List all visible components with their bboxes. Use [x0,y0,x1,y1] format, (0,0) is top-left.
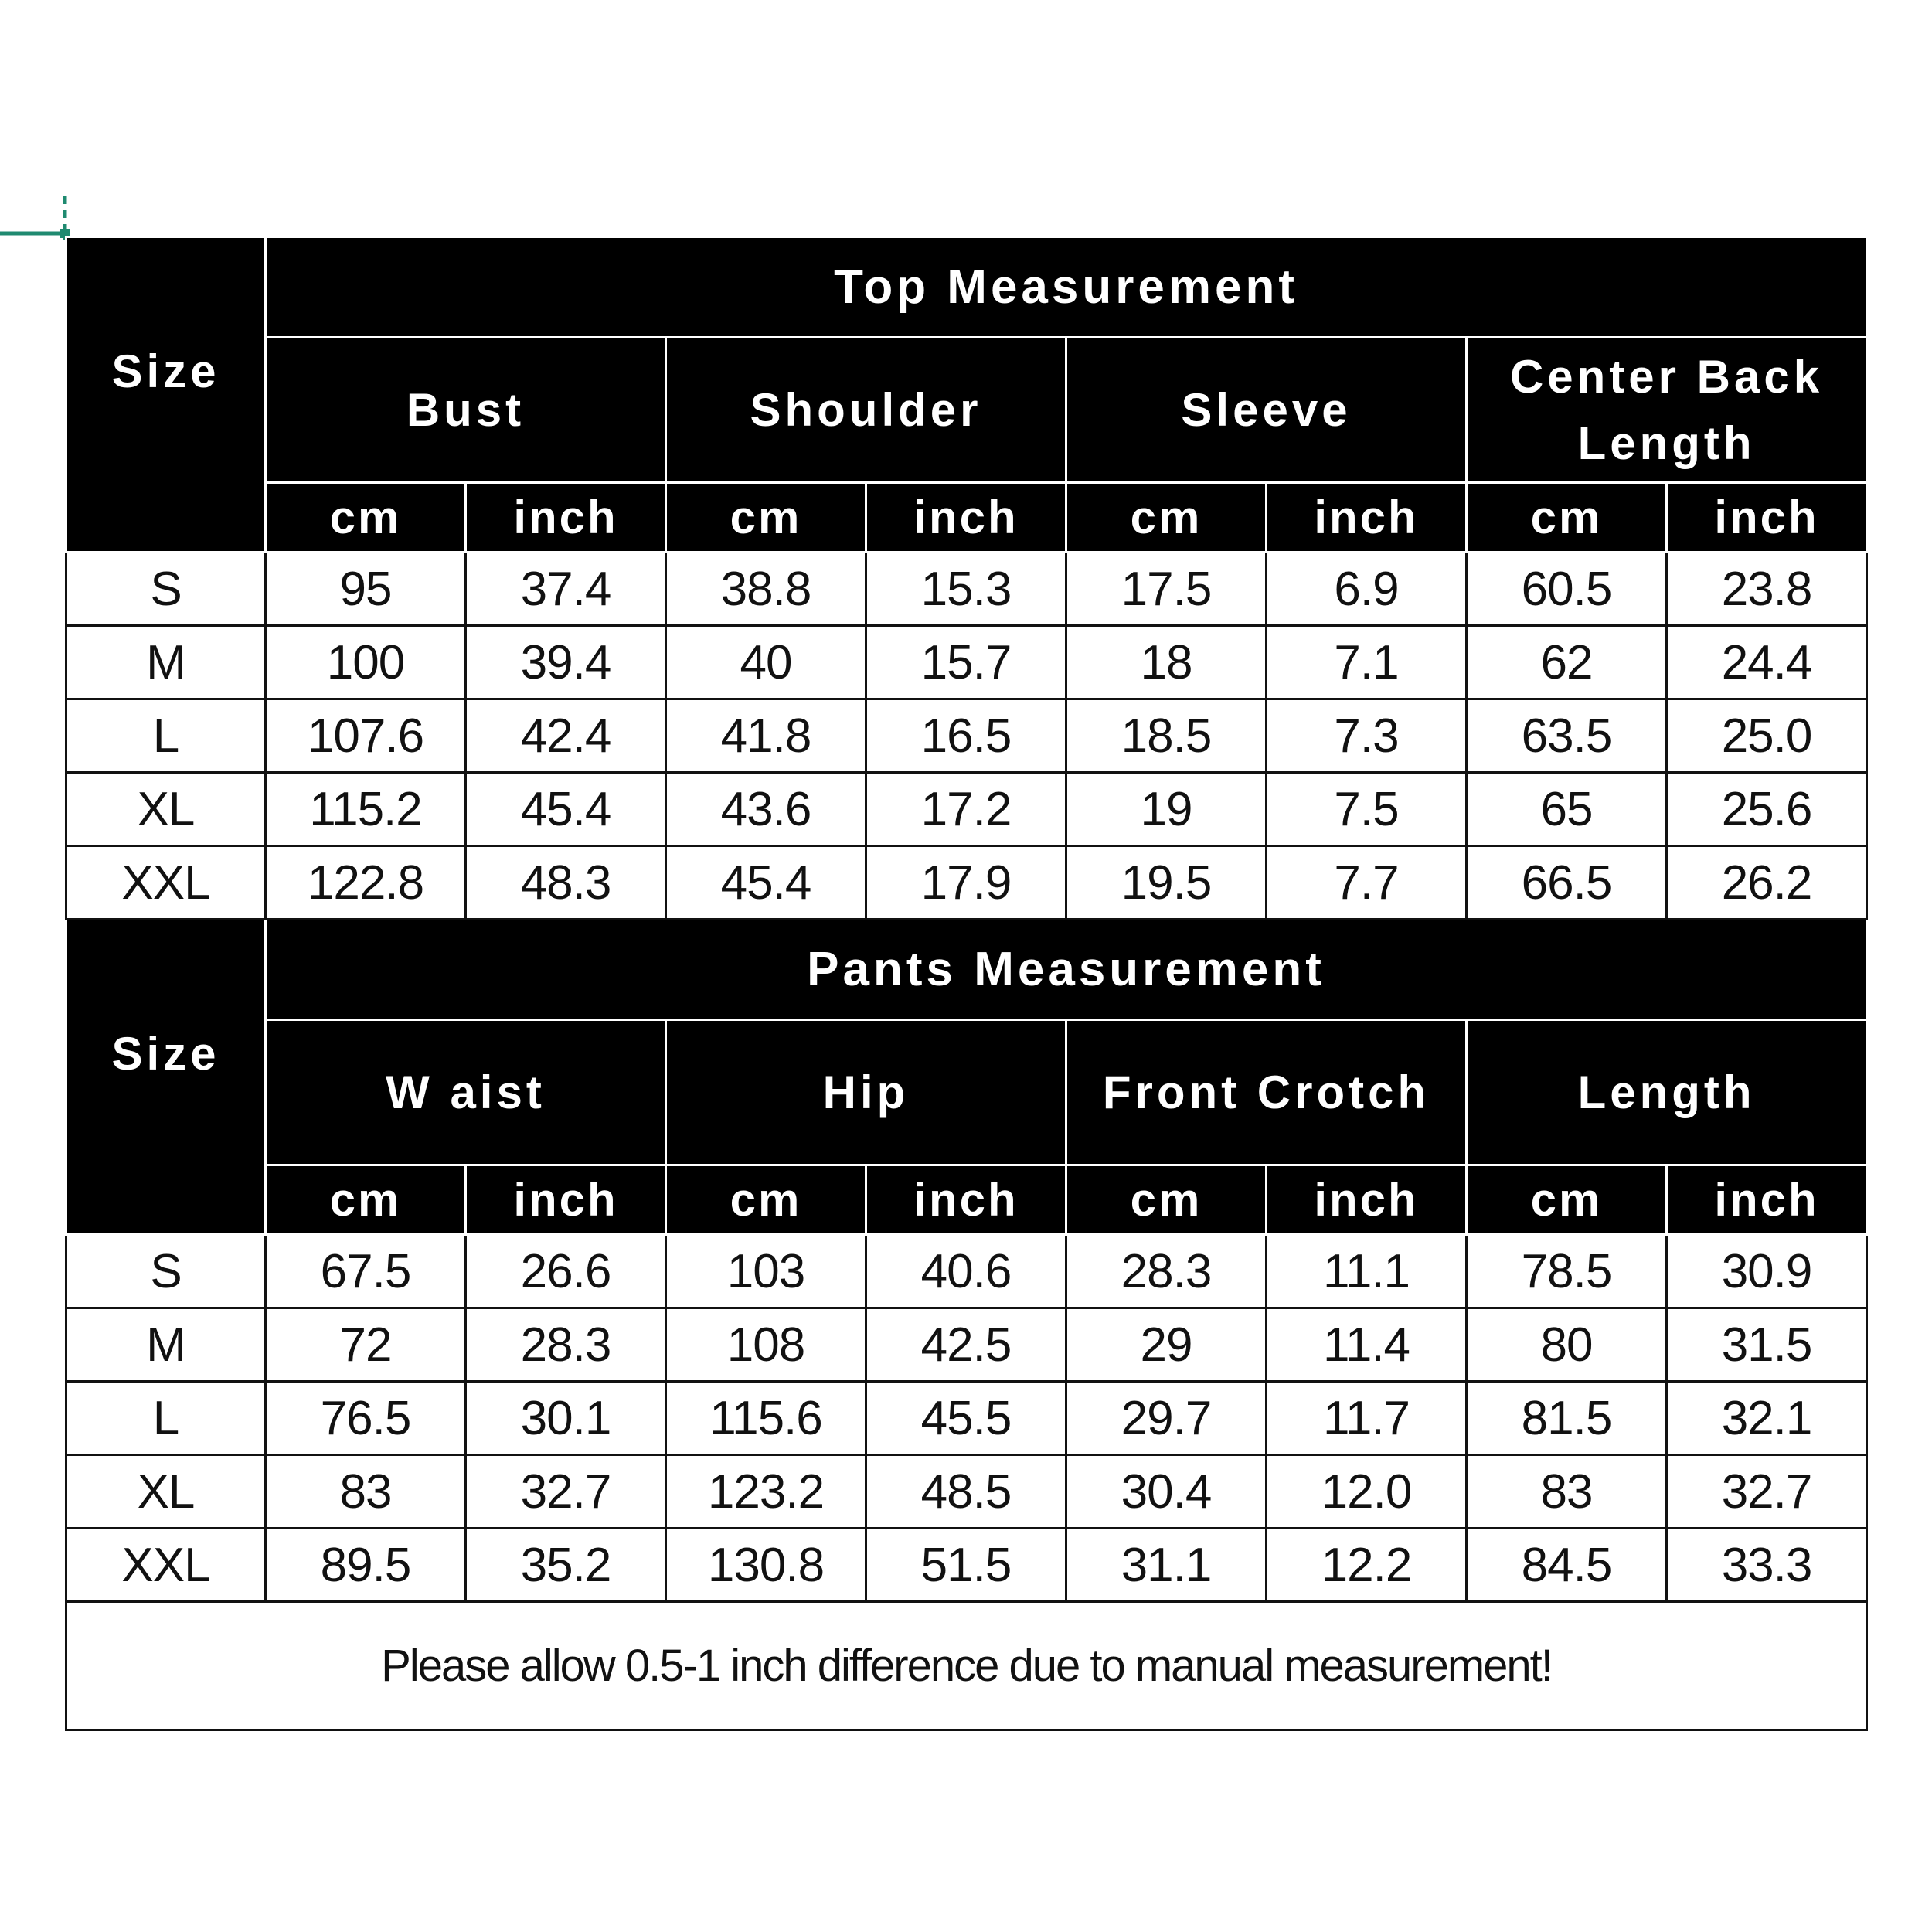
size-cell: M [66,1308,266,1382]
value-cell: 67.5 [266,1235,466,1308]
value-cell: 12.2 [1267,1529,1467,1602]
top-table-row [66,553,1867,626]
top-group-header: Sleeve [1066,338,1467,483]
top-table-row [66,846,1867,920]
value-cell: 26.2 [1667,846,1867,920]
value-cell: 51.5 [866,1529,1066,1602]
value-cell: 65 [1467,773,1667,846]
pants-unit-header: inch [1667,1165,1867,1235]
top-size-header: Size [66,237,266,553]
value-cell: 103 [666,1235,866,1308]
pants-table-row [66,1382,1867,1455]
value-cell: 17.5 [1066,553,1267,626]
value-cell: 7.5 [1267,773,1467,846]
value-cell: 30.4 [1066,1455,1267,1529]
pants-unit-header: cm [266,1165,466,1235]
value-cell: 115.6 [666,1382,866,1455]
value-cell: 28.3 [466,1308,666,1382]
value-cell: 31.5 [1667,1308,1867,1382]
value-cell: 17.2 [866,773,1066,846]
pants-unit-header: inch [466,1165,666,1235]
value-cell: 40.6 [866,1235,1066,1308]
size-cell: L [66,1382,266,1455]
pants-unit-header: cm [666,1165,866,1235]
value-cell: 45.4 [666,846,866,920]
value-cell: 30.1 [466,1382,666,1455]
value-cell: 83 [266,1455,466,1529]
top-unit-header: inch [866,483,1066,553]
value-cell: 16.5 [866,699,1066,773]
value-cell: 63.5 [1467,699,1667,773]
value-cell: 80 [1467,1308,1667,1382]
value-cell: 15.3 [866,553,1066,626]
value-cell: 42.4 [466,699,666,773]
size-cell: XL [66,773,266,846]
top-table-row [66,626,1867,699]
value-cell: 30.9 [1667,1235,1867,1308]
value-cell: 78.5 [1467,1235,1667,1308]
pants-size-header: Size [66,920,266,1235]
value-cell: 60.5 [1467,553,1667,626]
top-unit-header: cm [666,483,866,553]
value-cell: 130.8 [666,1529,866,1602]
value-cell: 48.5 [866,1455,1066,1529]
value-cell: 43.6 [666,773,866,846]
value-cell: 39.4 [466,626,666,699]
pants-group-header: Length [1467,1020,1867,1165]
top-unit-header: inch [1667,483,1867,553]
top-unit-header: inch [1267,483,1467,553]
top-group-header: Bust [266,338,666,483]
pants-unit-header: cm [1066,1165,1267,1235]
size-cell: M [66,626,266,699]
value-cell: 11.1 [1267,1235,1467,1308]
value-cell: 28.3 [1066,1235,1267,1308]
size-chart [65,236,1868,1731]
value-cell: 84.5 [1467,1529,1667,1602]
value-cell: 108 [666,1308,866,1382]
value-cell: 18 [1066,626,1267,699]
value-cell: 7.7 [1267,846,1467,920]
top-table-row [66,773,1867,846]
size-cell: XL [66,1455,266,1529]
pants-table-row [66,1529,1867,1602]
value-cell: 42.5 [866,1308,1066,1382]
top-unit-header: cm [1066,483,1267,553]
value-cell: 32.7 [1667,1455,1867,1529]
value-cell: 72 [266,1308,466,1382]
value-cell: 35.2 [466,1529,666,1602]
top-unit-header: inch [466,483,666,553]
top-unit-header: cm [266,483,466,553]
value-cell: 76.5 [266,1382,466,1455]
value-cell: 62 [1467,626,1667,699]
value-cell: 25.6 [1667,773,1867,846]
cell-cursor-icon [0,193,70,247]
value-cell: 115.2 [266,773,466,846]
value-cell: 66.5 [1467,846,1667,920]
size-cell: L [66,699,266,773]
pants-unit-header: inch [1267,1165,1467,1235]
pants-group-header: Hip [666,1020,1066,1165]
value-cell: 25.0 [1667,699,1867,773]
value-cell: 100 [266,626,466,699]
value-cell: 107.6 [266,699,466,773]
value-cell: 12.0 [1267,1455,1467,1529]
value-cell: 7.3 [1267,699,1467,773]
value-cell: 48.3 [466,846,666,920]
value-cell: 122.8 [266,846,466,920]
size-cell: S [66,1235,266,1308]
value-cell: 83 [1467,1455,1667,1529]
pants-measurement-title: Pants Measurement [266,920,1867,1020]
top-unit-header: cm [1467,483,1667,553]
top-group-header: Shoulder [666,338,1066,483]
value-cell: 29 [1066,1308,1267,1382]
value-cell: 11.4 [1267,1308,1467,1382]
value-cell: 123.2 [666,1455,866,1529]
pants-unit-header: cm [1467,1165,1667,1235]
pants-unit-header: inch [866,1165,1066,1235]
value-cell: 40 [666,626,866,699]
pants-table-row [66,1455,1867,1529]
value-cell: 89.5 [266,1529,466,1602]
size-cell: S [66,553,266,626]
pants-group-header: W aist [266,1020,666,1165]
value-cell: 37.4 [466,553,666,626]
pants-table-row [66,1308,1867,1382]
value-cell: 19.5 [1066,846,1267,920]
value-cell: 32.7 [466,1455,666,1529]
value-cell: 95 [266,553,466,626]
size-cell: XXL [66,846,266,920]
value-cell: 24.4 [1667,626,1867,699]
value-cell: 32.1 [1667,1382,1867,1455]
value-cell: 23.8 [1667,553,1867,626]
value-cell: 18.5 [1066,699,1267,773]
value-cell: 41.8 [666,699,866,773]
value-cell: 19 [1066,773,1267,846]
value-cell: 17.9 [866,846,1066,920]
value-cell: 11.7 [1267,1382,1467,1455]
pants-group-header: Front Crotch [1066,1020,1467,1165]
value-cell: 6.9 [1267,553,1467,626]
top-group-header: Center Back Length [1467,338,1867,483]
value-cell: 45.4 [466,773,666,846]
value-cell: 7.1 [1267,626,1467,699]
value-cell: 31.1 [1066,1529,1267,1602]
top-table-row [66,699,1867,773]
value-cell: 38.8 [666,553,866,626]
pants-table-row [66,1235,1867,1308]
size-cell: XXL [66,1529,266,1602]
value-cell: 81.5 [1467,1382,1667,1455]
value-cell: 45.5 [866,1382,1066,1455]
measurement-note: Please allow 0.5-1 inch difference due to manual measurement! [66,1602,1867,1730]
value-cell: 15.7 [866,626,1066,699]
value-cell: 26.6 [466,1235,666,1308]
top-measurement-title: Top Measurement [266,237,1867,338]
value-cell: 33.3 [1667,1529,1867,1602]
value-cell: 29.7 [1066,1382,1267,1455]
